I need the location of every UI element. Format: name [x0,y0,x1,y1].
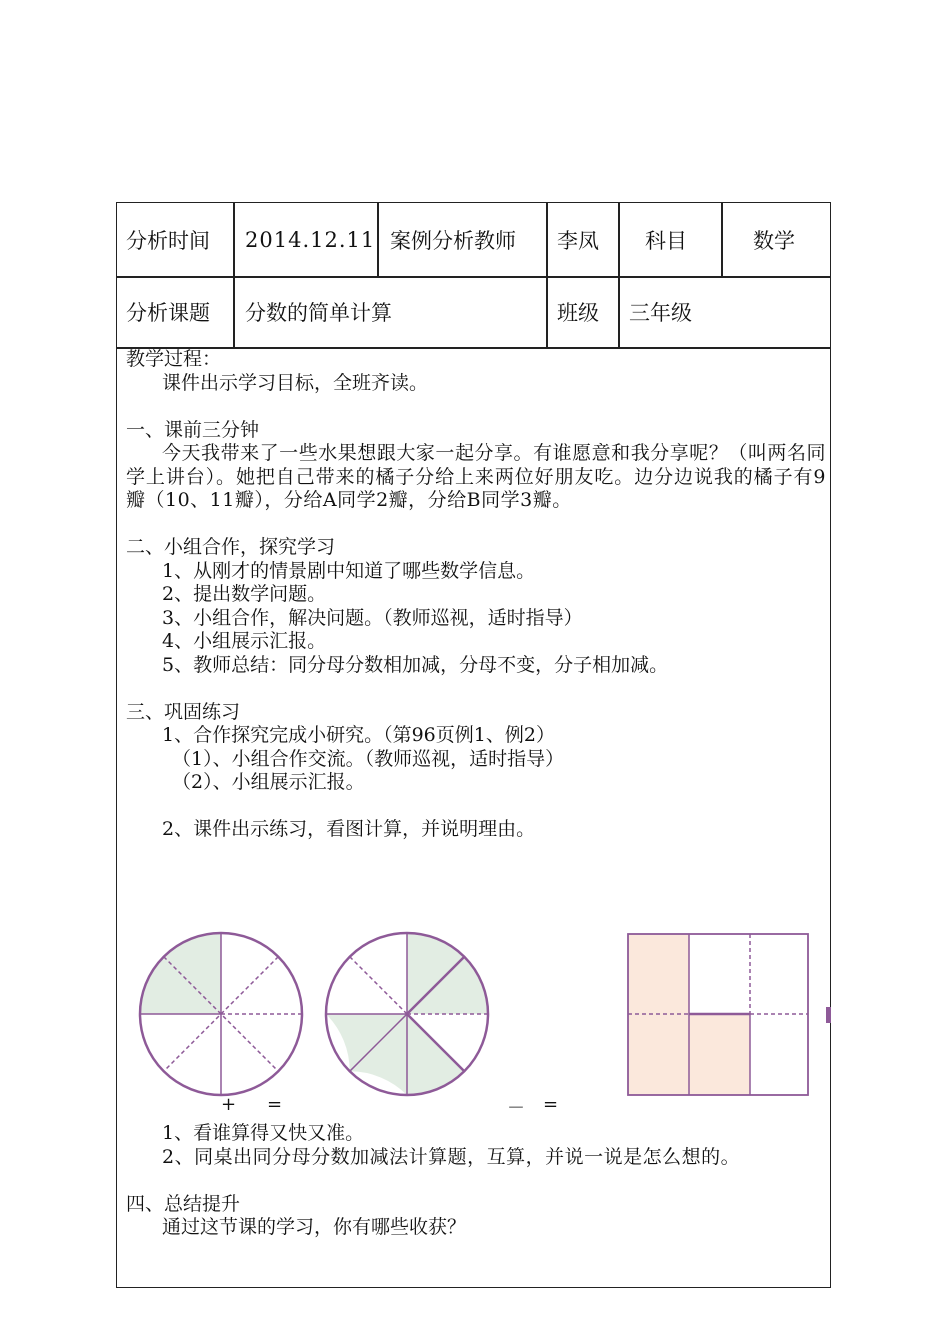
section-3-item: 1、合作探究完成小研究。（第96页例1、例2） [162,724,555,746]
section-3-item: 2、课件出示练习，看图计算，并说明理由。 [162,818,536,840]
analysis-time-label: 分析时间 [126,228,210,253]
practice-line: 1、看谁算得又快又准。 [162,1122,365,1144]
col-divider-4 [618,202,620,348]
col-divider-5 [721,202,723,277]
section-2-item: 5、教师总结：同分母分数相加减，分母不变，分子相加减。 [162,653,669,676]
section-1-paragraph: 今天我带来了一些水果想跟大家一起分享。有谁愿意和我分享呢？（叫两名同学上讲台）。她把自己带来的橘子分给上来两位好朋友吃。边分边说我的橘子有9瓣（10、11瓣），分给A同学2瓣，分给B同学3瓣。 [126,442,826,511]
border-gap [831,876,835,1176]
fraction-figures [116,876,850,1126]
teaching-process-continued [126,1122,826,1240]
shaded-sector [407,1014,464,1095]
class-value: 三年级 [629,301,692,325]
teaching-process [126,348,826,842]
section-4-title: 四、总结提升 [126,1192,241,1215]
circle-diagram-2 [326,933,488,1095]
section-3-subitem: （1）、小组合作交流。（教师巡视，适时指导） [172,747,565,770]
section-2-item: 4、小组展示汇报。 [162,630,327,652]
section-1-title: 一、课前三分钟 [126,418,260,441]
subject-label: 科目 [645,228,687,253]
teacher-label: 案例分析教师 [390,228,516,253]
topic-value: 分数的简单计算 [245,301,392,325]
teacher-name: 李凤 [557,228,599,253]
fraction-diagrams [116,876,850,1126]
section-2-item: 3、小组合作，解决问题。（教师巡视，适时指导） [162,606,583,629]
equals-sign: = [543,1094,559,1115]
minus-sign: － [507,1098,525,1119]
col-divider-2 [377,202,379,277]
equals-sign: = [267,1094,283,1115]
plus-sign: + [221,1094,237,1115]
section-3-subitem: （2）、小组展示汇报。 [172,771,365,793]
section-2-title: 二、小组合作，探究学习 [126,536,336,558]
section-2-item: 1、从刚才的情景剧中知道了哪些数学信息。 [162,559,536,582]
col-divider-3 [546,202,548,348]
col-divider-1 [233,202,235,348]
section-3-title: 三、巩固练习 [126,700,241,723]
section-2-item: 2、提出数学问题。 [162,583,327,605]
topic-label: 分析课题 [126,301,210,325]
shaded-block [689,1014,750,1095]
circle-diagram-1 [140,933,302,1095]
section-4-text: 通过这节课的学习，你有哪些收获？ [162,1216,467,1238]
subject-value: 数学 [753,228,795,253]
class-label: 班级 [557,301,599,325]
process-title: 教学过程： [126,348,222,370]
practice-line: 2、同桌出同分母分数加减法计算题，互算，并说一说是怎么想的。 [162,1145,741,1168]
analysis-date: 2014.12.11 [245,227,376,252]
intro-line: 课件出示学习目标，全班齐读。 [162,371,429,394]
square-diagram [628,934,808,1095]
